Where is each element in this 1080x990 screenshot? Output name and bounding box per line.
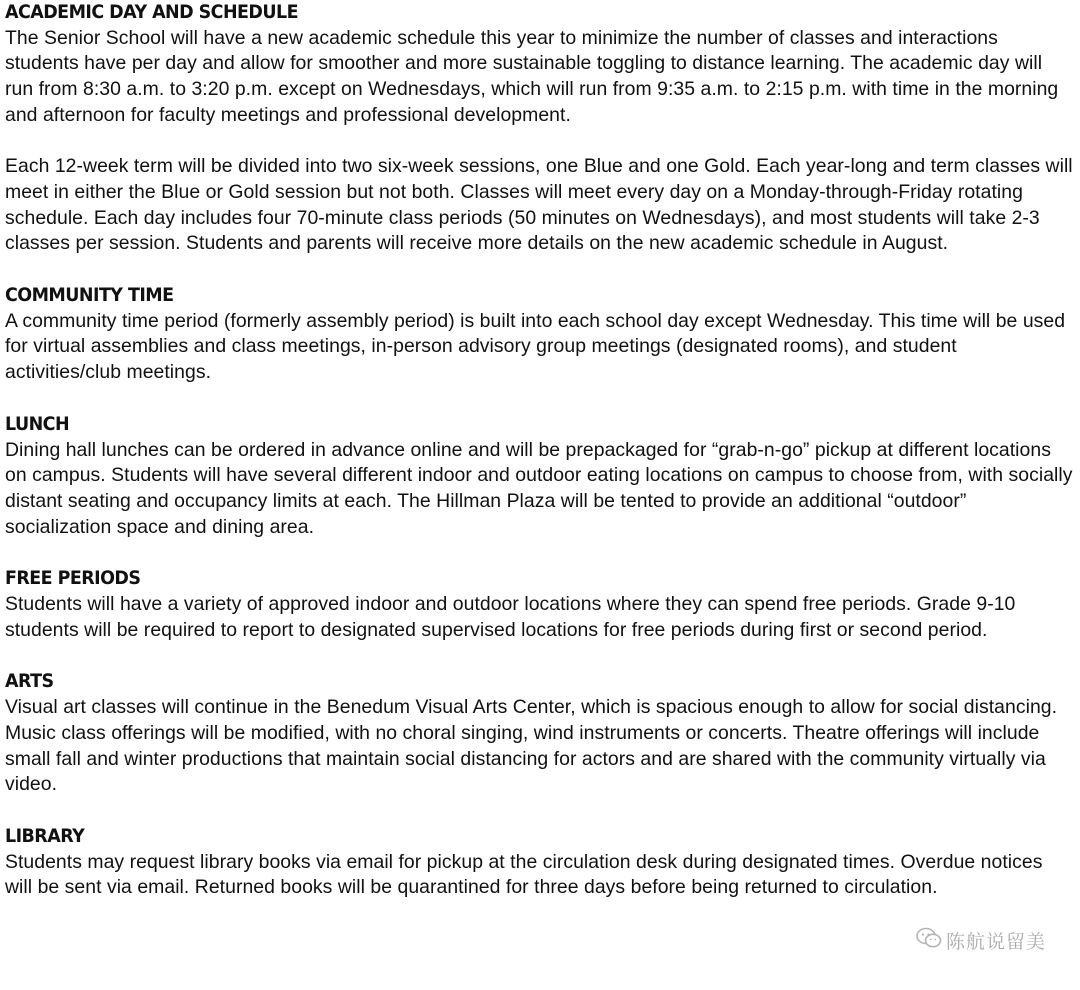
section-free-periods [5, 566, 1075, 643]
document-body [5, 0, 1075, 927]
paragraph: Students may request library books via email for pickup at the circulation desk during designated times. Overdue notices will be sent via email. Returned books will be quarantined for three days before being returned to circulation. [5, 850, 1043, 899]
paragraph: Visual art classes will continue in the Benedum Visual Arts Center, which is spacious enough to allow for social distancing. Music class offerings will be modified, with no choral singing, wind instruments or concerts. Theatre offerings will include small fall and winter productions that maintain social distancing for actors and are shared with the community virtually via video. [5, 696, 1058, 796]
section-library [5, 824, 1075, 901]
section-heading: COMMUNITY TIME [5, 284, 174, 307]
paragraph: Each 12-week term will be divided into two six-week sessions, one Blue and one Gold. Each year-long and term classes will meet in either the Blue or Gold session but not both. Classes will meet every day on a Monday-through-Friday rotating schedule. Each day includes four 70-minute class periods (50 minutes on Wednesdays), and most students will take 2-3 classes per session. Students and parents will receive more details on the new academic schedule in August. [5, 155, 1073, 255]
section-heading: LIBRARY [5, 824, 85, 847]
section-heading: LUNCH [5, 412, 70, 435]
section-heading: ACADEMIC DAY AND SCHEDULE [5, 1, 298, 23]
paragraph: The Senior School will have a new academic schedule this year to minimize the number of classes and interactions students have per day and allow for smoother and more sustainable toggling to distance learning. The academic day will run from 8:30 a.m. to 3:20 p.m. except on Wednesdays, which will run from 9:35 a.m. to 2:15 p.m. with time in the morning and afternoon for faculty meetings and professional development. [5, 26, 1059, 126]
section-lunch [5, 412, 1075, 541]
section-community-time [5, 283, 1075, 386]
wechat-icon [916, 927, 942, 954]
section-academic-day [5, 0, 1075, 257]
section-arts [5, 669, 1075, 798]
paragraph: Dining hall lunches can be ordered in advance online and will be prepackaged for “grab-n-go” pickup at different locations on campus. Students will have several different indoor and outdoor eating locations on campus to choose from, with socially distant seating and occupancy limits at each. The Hillman Plaza will be tented to provide an additional “outdoor” socialization space and dining area. [5, 438, 1073, 538]
paragraph: A community time period (formerly assembly period) is built into each school day except Wednesday. This time will be used for virtual assemblies and class meetings, in-person advisory group meetings (designated rooms), and student activities/club meetings. [5, 309, 1066, 384]
section-heading: ARTS [5, 670, 54, 693]
paragraph: Students will have a variety of approved indoor and outdoor locations where they can spend free periods. Grade 9-10 students will be required to report to designated supervised locations for free periods during first or second period. [5, 593, 1016, 641]
watermark-text: 陈航说留美 [945, 931, 1046, 953]
watermark [916, 927, 1046, 954]
section-heading: FREE PERIODS [5, 567, 141, 590]
